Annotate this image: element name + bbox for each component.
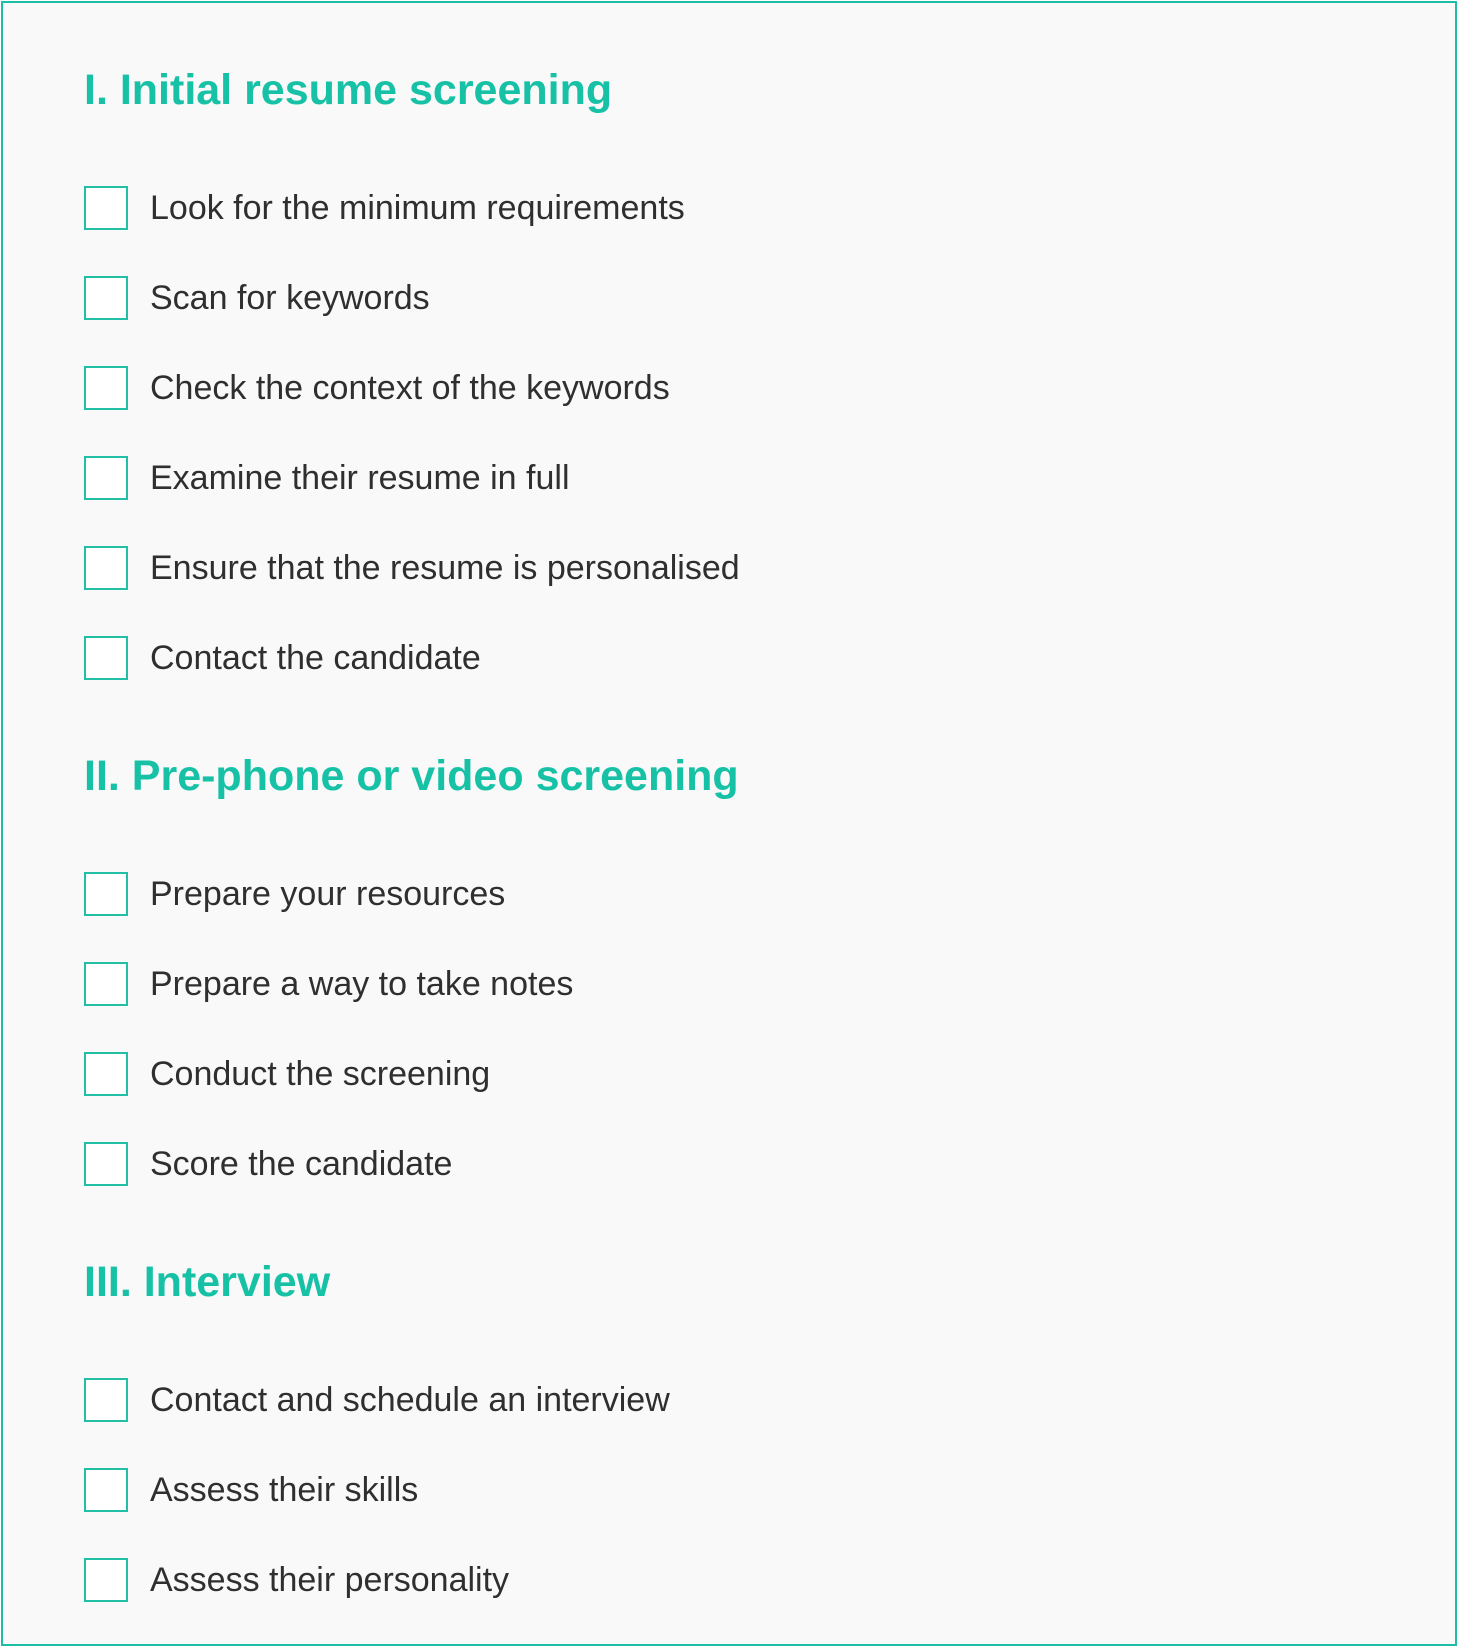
checklist-card	[1, 1, 1457, 1646]
checkbox[interactable]	[84, 1468, 128, 1512]
checklist-item[interactable]	[84, 1445, 670, 1535]
checkbox[interactable]	[84, 1558, 128, 1602]
checklist-item[interactable]	[84, 939, 739, 1029]
checklist-item-label: Assess their personality	[150, 1560, 510, 1599]
checklist-item[interactable]	[84, 433, 740, 523]
checklist-item-label: Contact the candidate	[150, 638, 481, 677]
checkbox[interactable]	[84, 186, 128, 230]
checkbox[interactable]	[84, 636, 128, 680]
checklist-item-label: Contact and schedule an interview	[150, 1380, 670, 1419]
checklist	[84, 163, 740, 703]
checklist-item-label: Check the context of the keywords	[150, 368, 670, 407]
checkbox[interactable]	[84, 1378, 128, 1422]
checklist	[84, 849, 739, 1209]
checkbox[interactable]	[84, 1142, 128, 1186]
checklist-item-label: Score the candidate	[150, 1144, 453, 1183]
checklist-item[interactable]	[84, 849, 739, 939]
checklist-item[interactable]	[84, 1029, 739, 1119]
section-title: II. Pre-phone or video screening	[84, 752, 739, 800]
section-title: III. Interview	[84, 1258, 331, 1306]
checkbox[interactable]	[84, 872, 128, 916]
checklist-item[interactable]	[84, 343, 740, 433]
checkbox[interactable]	[84, 546, 128, 590]
checklist-item-label: Examine their resume in full	[150, 458, 570, 497]
checklist-item[interactable]	[84, 523, 740, 613]
checklist-item-label: Ensure that the resume is personalised	[150, 548, 740, 587]
checklist-item[interactable]	[84, 253, 740, 343]
checkbox[interactable]	[84, 366, 128, 410]
checklist-item-label: Look for the minimum requirements	[150, 188, 685, 227]
section-title: I. Initial resume screening	[84, 66, 613, 114]
checklist-item-label: Scan for keywords	[150, 278, 430, 317]
section-interview	[84, 1252, 670, 1625]
section-initial-resume-screening	[84, 60, 740, 703]
checkbox[interactable]	[84, 276, 128, 320]
checklist-item-label: Prepare your resources	[150, 874, 506, 913]
checklist-item-label: Prepare a way to take notes	[150, 964, 574, 1003]
checklist-item-label: Conduct the screening	[150, 1054, 491, 1093]
checklist-item[interactable]	[84, 1355, 670, 1445]
checkbox[interactable]	[84, 962, 128, 1006]
checklist-item[interactable]	[84, 613, 740, 703]
checklist	[84, 1355, 670, 1625]
checklist-item[interactable]	[84, 163, 740, 253]
checklist-item-label: Assess their skills	[150, 1470, 419, 1509]
section-pre-phone-or-video-screening	[84, 746, 739, 1209]
checkbox[interactable]	[84, 1052, 128, 1096]
checkbox[interactable]	[84, 456, 128, 500]
checklist-item[interactable]	[84, 1119, 739, 1209]
checklist-item[interactable]	[84, 1535, 670, 1625]
